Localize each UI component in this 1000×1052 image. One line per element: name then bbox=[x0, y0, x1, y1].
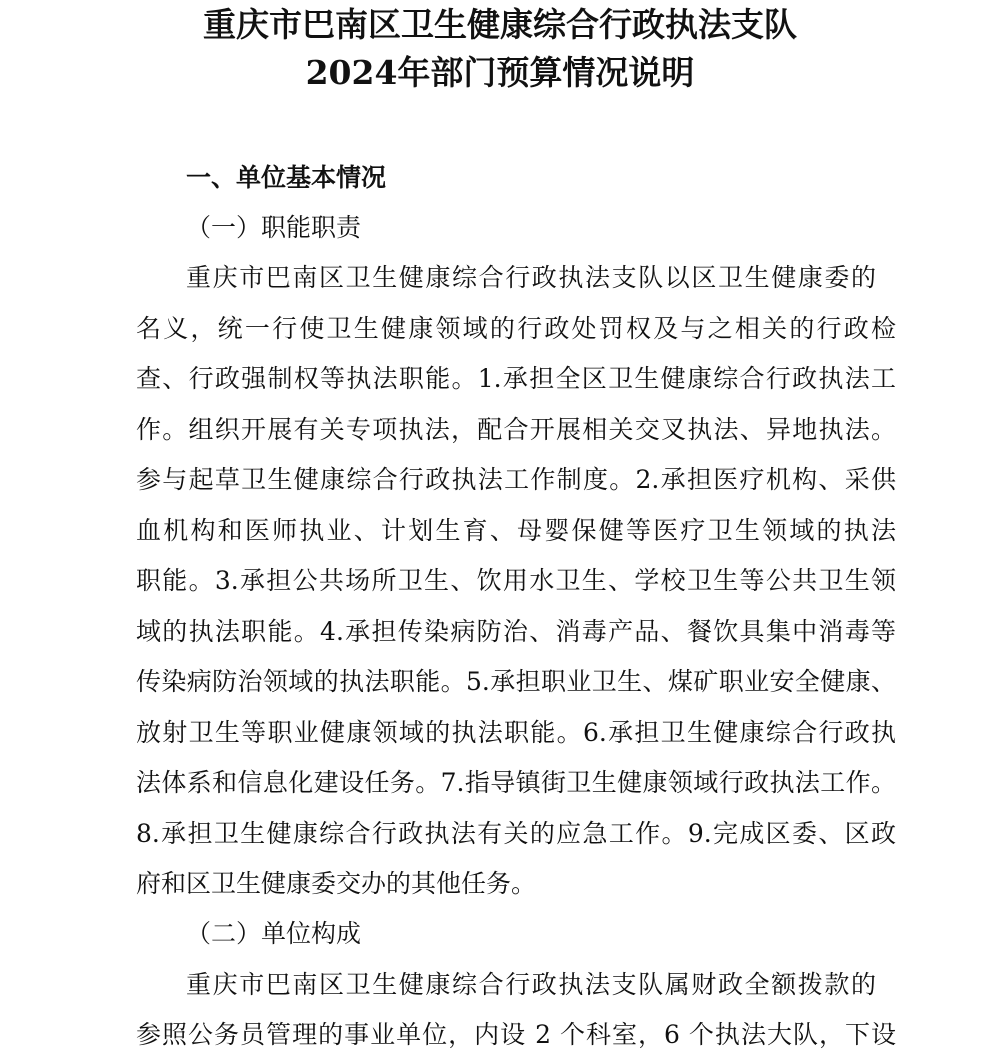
document-title-line-1: 重庆市巴南区卫生健康综合行政执法支队 bbox=[203, 5, 797, 44]
paragraph-line: 参与起草卫生健康综合行政执法工作制度。2.承担医疗机构、采供 bbox=[136, 465, 896, 494]
paragraph-line: 法体系和信息化建设任务。7.指导镇街卫生健康领域行政执法工作。 bbox=[136, 768, 896, 797]
paragraph-line: 重庆市巴南区卫生健康综合行政执法支队以区卫生健康委的 bbox=[186, 263, 876, 292]
paragraph-line: 传染病防治领域的执法职能。5.承担职业卫生、煤矿职业安全健康、 bbox=[136, 667, 896, 696]
paragraph-line: 职能。3.承担公共场所卫生、饮用水卫生、学校卫生等公共卫生领 bbox=[136, 566, 896, 595]
paragraph-line: 参照公务员管理的事业单位，内设 2 个科室，6 个执法大队，下设 bbox=[136, 1020, 896, 1049]
subheading-composition: （二）单位构成 bbox=[186, 919, 362, 948]
paragraph-line: 名义，统一行使卫生健康领域的行政处罚权及与之相关的行政检 bbox=[136, 314, 896, 343]
paragraph-line: 作。组织开展有关专项执法，配合开展相关交叉执法、异地执法。 bbox=[136, 415, 896, 444]
paragraph-line: 8.承担卫生健康综合行政执法有关的应急工作。9.完成区委、区政 bbox=[136, 819, 896, 848]
subheading-functions: （一）职能职责 bbox=[186, 213, 362, 242]
paragraph-line: 查、行政强制权等执法职能。1.承担全区卫生健康综合行政执法工 bbox=[136, 364, 896, 393]
paragraph-line: 放射卫生等职业健康领域的执法职能。6.承担卫生健康综合行政执 bbox=[136, 718, 896, 747]
paragraph-line: 域的执法职能。4.承担传染病防治、消毒产品、餐饮具集中消毒等 bbox=[136, 617, 896, 646]
paragraph-line: 府和区卫生健康委交办的其他任务。 bbox=[136, 869, 537, 898]
paragraph-line: 血机构和医师执业、计划生育、母婴保健等医疗卫生领域的执法 bbox=[136, 516, 896, 545]
section-heading-basic-info: 一、单位基本情况 bbox=[186, 163, 387, 192]
paragraph-line: 重庆市巴南区卫生健康综合行政执法支队属财政全额拨款的 bbox=[186, 970, 876, 999]
document-title-line-2: 2024年部门预算情况说明 bbox=[305, 53, 695, 92]
